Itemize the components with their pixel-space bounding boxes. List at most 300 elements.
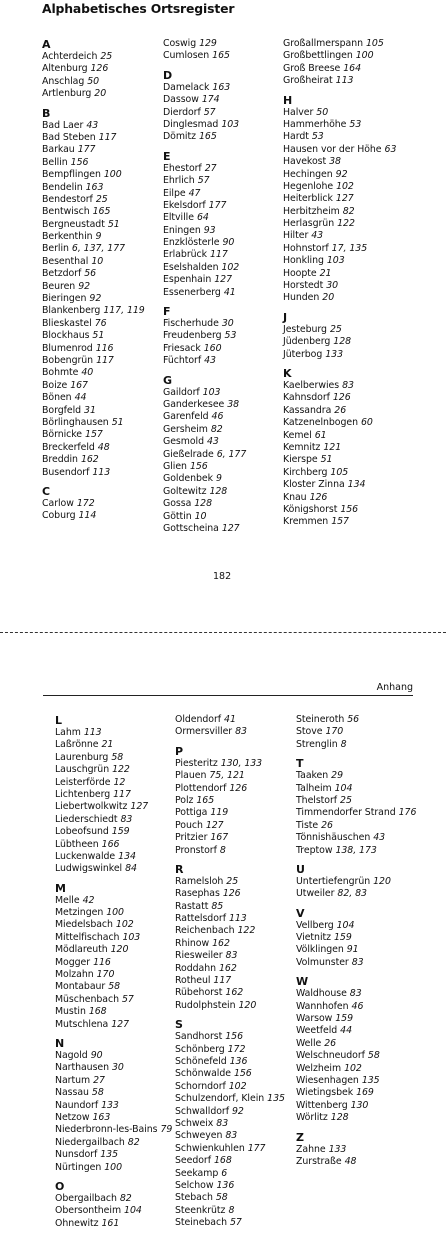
page-reference: 92 bbox=[231, 1105, 244, 1117]
page-reference: 20 bbox=[94, 88, 107, 100]
page-reference: 38 bbox=[329, 156, 341, 168]
place-name: Taaken bbox=[296, 770, 329, 782]
index-entry bbox=[283, 255, 425, 267]
index-entry bbox=[296, 770, 438, 782]
place-name: Bendestorf bbox=[42, 193, 93, 205]
index-column bbox=[296, 714, 438, 1168]
section-letter: F bbox=[163, 305, 171, 319]
place-name: Füchtorf bbox=[163, 355, 202, 367]
place-name: Pritzier bbox=[175, 832, 208, 844]
place-name: Bad Steben bbox=[42, 131, 96, 143]
page-reference: 126 bbox=[229, 782, 248, 794]
index-entry bbox=[296, 1063, 438, 1075]
place-name: Laßrönne bbox=[55, 739, 99, 751]
place-name: Schönefeld bbox=[175, 1055, 227, 1067]
page-reference: 117 bbox=[210, 249, 228, 261]
place-name: Kierspe bbox=[283, 454, 318, 466]
index-entry bbox=[283, 417, 425, 429]
place-name: Niedergailbach bbox=[55, 1136, 125, 1148]
page-reference: 83 bbox=[351, 956, 364, 968]
index-entry bbox=[283, 292, 425, 304]
index-entry bbox=[283, 63, 425, 75]
page-number: 182 bbox=[213, 571, 232, 582]
page-reference: 122 bbox=[112, 764, 130, 776]
place-name: Bobengrün bbox=[42, 354, 94, 366]
place-name: Schönwalde bbox=[175, 1068, 231, 1080]
page-reference: 104 bbox=[334, 782, 353, 794]
place-name: Blockhaus bbox=[42, 330, 90, 342]
index-entry bbox=[175, 1192, 317, 1204]
place-name: Ekelsdorf bbox=[163, 199, 206, 211]
place-name: Glien bbox=[163, 460, 187, 472]
page-reference: 127 bbox=[335, 193, 354, 205]
page-reference: 130 bbox=[350, 1099, 369, 1111]
page-reference: 63 bbox=[384, 143, 397, 155]
place-name: Rastatt bbox=[175, 900, 209, 912]
page-reference: 102 bbox=[228, 1080, 247, 1092]
index-entry bbox=[283, 193, 425, 205]
index-entry bbox=[296, 876, 438, 888]
page-reference: 58 bbox=[111, 751, 124, 763]
place-name: Obergailbach bbox=[55, 1192, 117, 1204]
page-reference: 41 bbox=[224, 714, 236, 725]
page-reference: 172 bbox=[76, 497, 95, 509]
page-reference: 126 bbox=[309, 491, 328, 503]
place-name: Hausen vor der Höhe bbox=[283, 143, 382, 155]
page-reference: 174 bbox=[201, 94, 220, 106]
index-entry bbox=[283, 392, 425, 404]
page-reference: 53 bbox=[224, 330, 237, 342]
page-reference: 120 bbox=[238, 999, 257, 1011]
index-entry bbox=[283, 156, 425, 168]
place-name: Kahnsdorf bbox=[283, 392, 330, 404]
index-entry bbox=[296, 1075, 438, 1087]
place-name: Herlasgrün bbox=[283, 218, 335, 230]
place-name: Carlow bbox=[42, 497, 74, 509]
place-name: Kremmen bbox=[283, 516, 329, 528]
page-reference: 156 bbox=[225, 1031, 243, 1043]
page-reference: 83 bbox=[216, 1117, 229, 1129]
page-reference: 102 bbox=[336, 180, 354, 192]
page-reference: 40 bbox=[81, 367, 94, 379]
place-name: Netzow bbox=[55, 1111, 90, 1123]
page-reference: 177 bbox=[247, 1142, 266, 1154]
page-reference: 103 bbox=[221, 118, 240, 130]
page-reference: 172 bbox=[227, 1043, 246, 1055]
page-reference: 56 bbox=[347, 714, 360, 725]
page-reference: 51 bbox=[320, 454, 333, 466]
page-reference: 25 bbox=[226, 875, 239, 887]
page-reference: 160 bbox=[203, 342, 222, 354]
place-name: Dassow bbox=[163, 94, 199, 106]
page-reference: 43 bbox=[204, 355, 216, 367]
index-entry bbox=[283, 243, 425, 255]
place-name: Steinebach bbox=[175, 1217, 228, 1229]
page-reference: 30 bbox=[221, 318, 234, 330]
page-reference: 17, 135 bbox=[331, 242, 368, 254]
page-reference: 159 bbox=[335, 1013, 354, 1025]
index-entry bbox=[296, 807, 438, 819]
page-reference: 176 bbox=[398, 807, 417, 819]
place-name: Altenburg bbox=[42, 63, 88, 75]
place-name: Großallmerspann bbox=[283, 38, 363, 49]
page-reference: 168 bbox=[213, 1155, 232, 1167]
page-reference: 51 bbox=[111, 416, 124, 428]
index-entry bbox=[283, 230, 425, 242]
page-reference: 163 bbox=[85, 181, 104, 193]
place-name: Cumlosen bbox=[163, 50, 210, 62]
place-name: Barkau bbox=[42, 144, 75, 156]
page-reference: 159 bbox=[111, 826, 130, 838]
page-reference: 168 bbox=[88, 1006, 107, 1018]
index-entry bbox=[283, 442, 425, 454]
page-reference: 43 bbox=[86, 119, 99, 131]
place-name: Kirchberg bbox=[283, 466, 328, 478]
place-name: Schwalldorf bbox=[175, 1105, 229, 1117]
index-entry bbox=[296, 820, 438, 832]
place-name: Ormersviller bbox=[175, 726, 233, 738]
place-name: Berlin bbox=[42, 243, 69, 255]
place-name: Dinglesmad bbox=[163, 118, 219, 130]
place-name: Nassau bbox=[55, 1087, 89, 1099]
section-letter: J bbox=[283, 310, 288, 324]
place-name: Blankenberg bbox=[42, 305, 101, 317]
page-reference: 51 bbox=[107, 218, 120, 230]
page-reference: 122 bbox=[337, 218, 355, 230]
page-reference: 29 bbox=[331, 770, 344, 782]
place-name: Reichenbach bbox=[175, 925, 235, 937]
page-reference: 43 bbox=[311, 230, 324, 242]
place-name: Mogger bbox=[55, 956, 91, 968]
page-reference: 53 bbox=[349, 118, 362, 130]
page-reference: 162 bbox=[80, 454, 99, 466]
page-reference: 114 bbox=[78, 510, 97, 522]
place-name: Welle bbox=[296, 1037, 322, 1049]
page-reference: 58 bbox=[91, 1087, 104, 1099]
index-entry bbox=[296, 845, 438, 857]
place-name: Miedelsbach bbox=[55, 919, 113, 931]
place-name: Bohmte bbox=[42, 367, 79, 379]
place-name: Wietingsbek bbox=[296, 1087, 354, 1099]
page-reference: 117 bbox=[98, 131, 117, 143]
index-entry bbox=[283, 38, 425, 50]
index-entry bbox=[175, 1205, 317, 1217]
page-reference: 161 bbox=[101, 1217, 120, 1229]
place-name: Börlinghausen bbox=[42, 416, 109, 428]
index-entry bbox=[283, 516, 425, 528]
index-entry bbox=[296, 1050, 438, 1062]
place-name: Jesteburg bbox=[283, 323, 327, 335]
place-name: Eningen bbox=[163, 224, 201, 236]
place-name: Eilpe bbox=[163, 187, 186, 199]
place-name: Rudolphstein bbox=[175, 999, 236, 1011]
place-name: Tönnishäuschen bbox=[296, 832, 371, 844]
page-reference: 128 bbox=[194, 498, 213, 510]
page-reference: 82 bbox=[210, 423, 223, 435]
index-entry bbox=[296, 1038, 438, 1050]
page-reference: 133 bbox=[328, 1143, 347, 1155]
place-name: Großbettlingen bbox=[283, 50, 353, 62]
page-reference: 43 bbox=[373, 832, 386, 844]
page-reference: 75, 121 bbox=[209, 770, 245, 782]
page-reference: 103 bbox=[122, 931, 141, 943]
place-name: Kassandra bbox=[283, 404, 332, 416]
place-name: Steineroth bbox=[296, 714, 345, 725]
place-name: Coburg bbox=[42, 510, 76, 522]
place-name: Coswig bbox=[163, 38, 197, 49]
place-name: Wittenberg bbox=[296, 1099, 348, 1111]
section-letter: M bbox=[55, 881, 66, 895]
page-reference: 20 bbox=[322, 292, 335, 304]
place-name: Kemel bbox=[283, 429, 312, 441]
page-reference: 163 bbox=[212, 81, 231, 93]
index-entry bbox=[296, 920, 438, 932]
index-entry bbox=[283, 169, 425, 181]
page-reference: 21 bbox=[101, 739, 114, 751]
place-name: Freudenberg bbox=[163, 330, 222, 342]
place-name: Boize bbox=[42, 379, 68, 391]
place-name: Lübtheen bbox=[55, 838, 99, 850]
place-name: Naundorf bbox=[55, 1099, 99, 1111]
index-entry bbox=[296, 1156, 438, 1168]
place-name: Untertiefengrün bbox=[296, 875, 371, 887]
place-name: Gossa bbox=[163, 498, 192, 510]
page-reference: 90 bbox=[90, 1049, 103, 1061]
page-reference: 58 bbox=[108, 981, 121, 993]
page-reference: 116 bbox=[93, 956, 111, 968]
place-name: Nunsdorf bbox=[55, 1149, 98, 1161]
page-reference: 21 bbox=[319, 267, 332, 279]
index-entry bbox=[283, 324, 425, 336]
index-entry bbox=[296, 795, 438, 807]
index-entry bbox=[283, 206, 425, 218]
index-entry bbox=[283, 454, 425, 466]
page-reference: 126 bbox=[332, 392, 351, 404]
place-name: Knau bbox=[283, 491, 307, 503]
page-reference: 93 bbox=[203, 224, 216, 236]
place-name: Niederbronn-les-Bains bbox=[55, 1124, 158, 1136]
page-reference: 133 bbox=[325, 348, 343, 360]
page-reference: 167 bbox=[70, 379, 88, 391]
page-reference: 157 bbox=[331, 516, 349, 528]
place-name: Dömitz bbox=[163, 131, 196, 143]
place-name: Treptow bbox=[296, 844, 333, 856]
page-reference: 26 bbox=[324, 1037, 337, 1049]
index-entry bbox=[283, 268, 425, 280]
place-name: Borgfeld bbox=[42, 404, 82, 416]
page-reference: 50 bbox=[87, 75, 100, 87]
page-reference: 133 bbox=[101, 1099, 119, 1111]
place-name: Mittelfischach bbox=[55, 931, 120, 943]
place-name: Fischerhude bbox=[163, 318, 219, 330]
place-name: Eltville bbox=[163, 212, 194, 224]
place-name: Kemnitz bbox=[283, 441, 321, 453]
place-name: Schulzendorf, Klein bbox=[175, 1093, 265, 1105]
place-name: Liederschiedt bbox=[55, 813, 118, 825]
index-entry bbox=[296, 888, 438, 900]
page-reference: 76 bbox=[94, 317, 107, 329]
page-reference: 26 bbox=[321, 819, 333, 831]
section-letter: Z bbox=[296, 1130, 304, 1144]
page-reference: 177 bbox=[77, 144, 96, 156]
place-name: Gesmold bbox=[163, 436, 204, 448]
page-reference: 177 bbox=[208, 199, 227, 211]
page-reference: 134 bbox=[347, 479, 366, 491]
page-reference: 6 bbox=[221, 1167, 228, 1179]
index-entry bbox=[283, 504, 425, 516]
place-name: Vietnitz bbox=[296, 932, 331, 944]
section-letter: G bbox=[163, 373, 173, 387]
page-reference: 56 bbox=[84, 268, 97, 280]
page-reference: 127 bbox=[111, 1018, 129, 1030]
section-letter: W bbox=[296, 975, 309, 989]
page-reference: 41 bbox=[223, 286, 236, 298]
place-name: Bempflingen bbox=[42, 169, 101, 181]
place-name: Goldenbek bbox=[163, 473, 213, 485]
page-reference: 165 bbox=[212, 50, 230, 62]
page-reference: 120 bbox=[373, 875, 391, 887]
page-reference: 83 bbox=[235, 726, 247, 738]
place-name: Molzahn bbox=[55, 969, 94, 981]
section-letter: R bbox=[175, 862, 184, 876]
index-entry bbox=[175, 1168, 317, 1180]
place-name: Gersheim bbox=[163, 423, 208, 435]
place-name: Honkling bbox=[283, 255, 324, 267]
page-reference: 82 bbox=[119, 1192, 132, 1204]
index-entry bbox=[283, 181, 425, 193]
place-name: Ehestorf bbox=[163, 162, 202, 174]
place-name: Bellin bbox=[42, 156, 68, 168]
place-name: Leisterförde bbox=[55, 776, 111, 788]
index-entry bbox=[283, 349, 425, 361]
place-name: Stove bbox=[296, 726, 323, 738]
page-reference: 134 bbox=[118, 850, 136, 862]
place-name: Seekamp bbox=[175, 1167, 219, 1179]
page-reference: 127 bbox=[130, 801, 149, 813]
section-letter: S bbox=[175, 1018, 183, 1032]
index-entry bbox=[296, 1025, 438, 1037]
place-name: Friesack bbox=[163, 342, 201, 354]
place-name: Hunden bbox=[283, 292, 320, 304]
page-reference: 48 bbox=[344, 1155, 357, 1167]
place-name: Katzenelnbogen bbox=[283, 417, 358, 429]
index-column bbox=[283, 38, 425, 529]
page-reference: 129 bbox=[199, 38, 217, 49]
page-reference: 100 bbox=[103, 169, 122, 181]
place-name: Hardt bbox=[283, 131, 309, 143]
page-title: Alphabetisches Ortsregister bbox=[42, 1, 235, 16]
page-reference: 164 bbox=[343, 62, 362, 74]
place-name: Wörlitz bbox=[296, 1112, 328, 1124]
page-divider bbox=[0, 632, 446, 633]
place-name: Göttin bbox=[163, 510, 192, 522]
page-reference: 105 bbox=[365, 38, 384, 49]
place-name: Jüterbog bbox=[283, 348, 323, 360]
place-name: Bieringen bbox=[42, 293, 87, 305]
place-name: Lobeofsund bbox=[55, 826, 109, 838]
place-name: Halver bbox=[283, 106, 314, 118]
place-name: Seedorf bbox=[175, 1155, 211, 1167]
place-name: Polz bbox=[175, 794, 194, 806]
page-reference: 57 bbox=[197, 175, 210, 187]
page-reference: 128 bbox=[209, 485, 228, 497]
place-name: Blumenrod bbox=[42, 342, 93, 354]
place-name: Horstedt bbox=[283, 280, 324, 292]
page-reference: 170 bbox=[325, 726, 344, 738]
page-reference: 127 bbox=[205, 819, 224, 831]
place-name: Narthausen bbox=[55, 1062, 110, 1074]
place-name: Anschlag bbox=[42, 75, 85, 87]
index-entry bbox=[283, 131, 425, 143]
place-name: Bentwisch bbox=[42, 206, 90, 218]
place-name: Montabaur bbox=[55, 981, 106, 993]
place-name: Hoopte bbox=[283, 267, 317, 279]
page-reference: 156 bbox=[340, 503, 359, 515]
page-reference: 25 bbox=[95, 193, 108, 205]
place-name: Hilter bbox=[283, 230, 309, 242]
place-name: Zahne bbox=[296, 1143, 326, 1155]
place-name: Großheirat bbox=[283, 75, 333, 87]
page-reference: 85 bbox=[211, 900, 224, 912]
page-reference: 103 bbox=[202, 386, 221, 398]
place-name: Schweix bbox=[175, 1117, 214, 1129]
page-reference: 44 bbox=[74, 392, 87, 404]
place-name: Hammerhöhe bbox=[283, 118, 347, 130]
index-entry bbox=[296, 932, 438, 944]
place-name: Ehrlich bbox=[163, 175, 195, 187]
place-name: Piesteritz bbox=[175, 757, 218, 769]
page-reference: 162 bbox=[225, 987, 244, 999]
page-reference: 165 bbox=[92, 206, 111, 218]
place-name: Berkenthin bbox=[42, 231, 93, 243]
place-name: Rattelsdorf bbox=[175, 913, 226, 925]
page-reference: 170 bbox=[96, 969, 115, 981]
place-name: Laurenburg bbox=[55, 751, 109, 763]
page-reference: 136 bbox=[229, 1055, 248, 1067]
page-reference: 27 bbox=[93, 1074, 105, 1086]
place-name: Jüdenberg bbox=[283, 336, 331, 348]
page-reference: 117, 119 bbox=[103, 305, 145, 317]
section-letter: L bbox=[55, 714, 63, 727]
page-reference: 91 bbox=[346, 944, 359, 956]
place-name: Thelstorf bbox=[296, 794, 338, 806]
page-reference: 50 bbox=[316, 106, 329, 118]
place-name: Hechingen bbox=[283, 168, 333, 180]
page-reference: 58 bbox=[215, 1192, 228, 1204]
page-reference: 25 bbox=[100, 51, 113, 62]
section-letter: U bbox=[296, 862, 305, 876]
page-reference: 9 bbox=[95, 231, 102, 243]
page-reference: 116 bbox=[95, 342, 114, 354]
place-name: Waldhouse bbox=[296, 988, 347, 1000]
place-name: Herbitzheim bbox=[283, 205, 340, 217]
page-reference: 117 bbox=[96, 354, 114, 366]
index-entry bbox=[283, 50, 425, 62]
place-name: Talheim bbox=[296, 782, 332, 794]
page-reference: 156 bbox=[189, 460, 208, 472]
page-reference: 83 bbox=[225, 950, 238, 962]
place-name: Rhinow bbox=[175, 937, 210, 949]
place-name: Wannhofen bbox=[296, 1000, 349, 1012]
place-name: Riesweiler bbox=[175, 950, 223, 962]
page-reference: 104 bbox=[336, 919, 355, 931]
place-name: Espenhain bbox=[163, 274, 212, 286]
page-reference: 136 bbox=[216, 1179, 235, 1191]
place-name: Bad Laer bbox=[42, 119, 84, 131]
place-name: Eselshalden bbox=[163, 261, 219, 273]
page-reference: 30 bbox=[112, 1062, 124, 1074]
page-reference: 117 bbox=[213, 975, 232, 987]
